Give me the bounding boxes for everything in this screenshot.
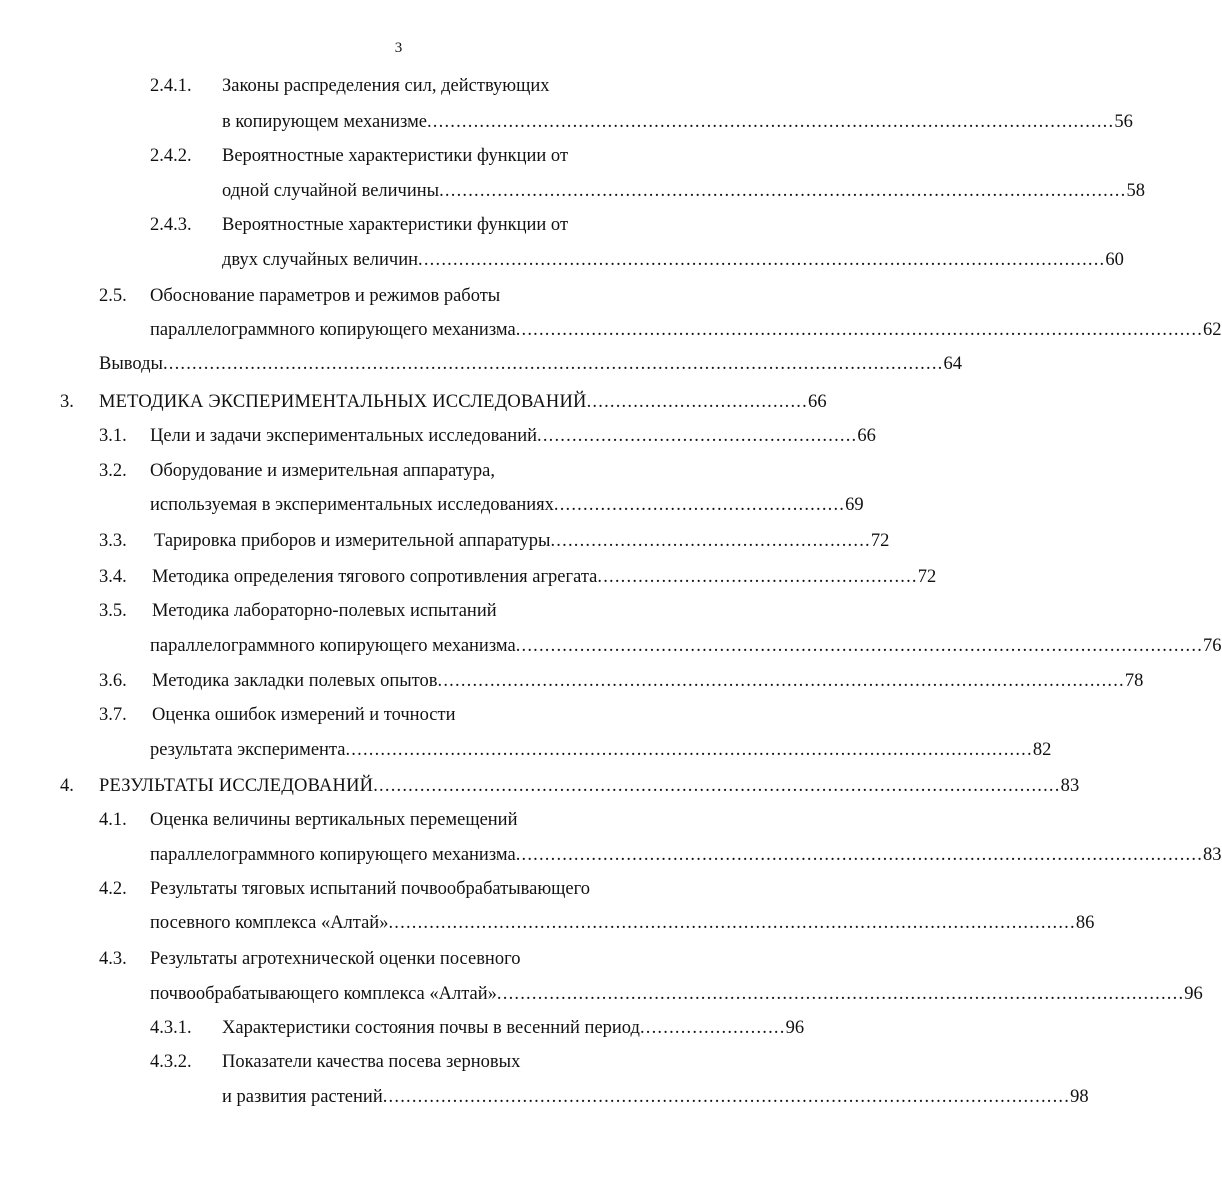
page-number: 3 <box>394 40 403 56</box>
dot-leader: ...................................................................................................................... <box>418 250 1106 270</box>
toc-entry-title-cont: почвообрабатывающего комплекса «Алтай» <box>150 984 497 1004</box>
toc-entry-number: 4.1. <box>99 810 127 830</box>
toc-entry-leader-line[interactable] <box>99 352 962 376</box>
dot-leader: ...................................................................................................................... <box>515 320 1204 340</box>
toc-entry-page: 96 <box>785 1018 805 1038</box>
toc-entry-number: 2.5. <box>99 286 127 306</box>
toc-entry-title: Законы распределения сил, действующих <box>222 76 550 96</box>
toc-entry-page: 96 <box>1184 984 1203 1004</box>
toc-entry-page: 69 <box>845 495 864 515</box>
toc-entry-number: 3.7. <box>99 705 127 725</box>
dot-leader: ...................................... <box>586 392 808 412</box>
toc-entry-title-cont: одной случайной величины <box>222 181 440 201</box>
toc-entry-leader-line[interactable] <box>150 843 1222 867</box>
toc-entry-number: 4.2. <box>99 879 127 899</box>
dot-leader: ...................................................................................................................... <box>437 671 1125 691</box>
toc-entry-title-cont: и развития растений <box>222 1087 383 1107</box>
toc-entry-number: 3.3. <box>99 531 127 551</box>
toc-entry-number: 3.5. <box>99 601 127 621</box>
toc-entry-number: 2.4.1. <box>150 76 192 96</box>
toc-entry-leader-line[interactable] <box>99 774 1080 798</box>
dot-leader: ...................................................................................................................... <box>515 845 1204 865</box>
toc-entry-leader-line[interactable] <box>222 1016 805 1040</box>
toc-entry-leader-line[interactable] <box>150 634 1222 658</box>
toc-entry-page: 82 <box>1032 740 1052 760</box>
toc-entry-number: 3.6. <box>99 671 127 691</box>
toc-entry-page: 66 <box>857 426 876 446</box>
toc-entry-title: Обоснование параметров и режимов работы <box>150 286 501 306</box>
toc-entry-title-cont: используемая в экспериментальных исследованиях <box>150 495 554 515</box>
toc-entry-title: Методика определения тягового сопротивления агрегата <box>152 567 598 587</box>
toc-entry-number: 4.3.1. <box>150 1018 192 1038</box>
toc-entry-title-cont: результата эксперимента <box>150 740 346 760</box>
toc-entry-title: Оценка ошибок измерений и точности <box>152 705 456 725</box>
toc-entry-title-cont: посевного комплекса «Алтай» <box>150 913 389 933</box>
toc-entry-title: Вероятностные характеристики функции от <box>222 146 569 166</box>
toc-entry-title-cont: двух случайных величин <box>222 250 419 270</box>
toc-entry-title-cont: параллелограммного копирующего механизма <box>150 320 516 340</box>
toc-entry-title: МЕТОДИКА ЭКСПЕРИМЕНТАЛЬНЫХ ИССЛЕДОВАНИЙ <box>99 392 587 412</box>
toc-entry-title: РЕЗУЛЬТАТЫ ИССЛЕДОВАНИЙ <box>99 776 374 796</box>
toc-entry-page: 56 <box>1114 112 1133 132</box>
toc-entry-title: Методика закладки полевых опытов <box>152 671 438 691</box>
toc-entry-page: 60 <box>1105 250 1124 270</box>
toc-entry-number: 3.2. <box>99 461 127 481</box>
toc-entry-leader-line[interactable] <box>222 1085 1089 1109</box>
dot-leader: ...................................................................................................................................... <box>162 354 944 374</box>
toc-entry-title-cont: параллелограммного копирующего механизма <box>150 845 516 865</box>
toc-entry-title: Вероятностные характеристики функции от <box>222 215 569 235</box>
toc-entry-number: 3.1. <box>99 426 127 446</box>
dot-leader: ...................................................................................................................... <box>345 740 1033 760</box>
toc-entry-page: 66 <box>807 392 827 412</box>
dot-leader: ...................................................................................................................... <box>388 913 1076 933</box>
toc-entry-page: 58 <box>1126 181 1145 201</box>
toc-entry-title: Оценка величины вертикальных перемещений <box>150 810 518 830</box>
toc-entry-leader-line[interactable] <box>222 110 1133 134</box>
toc-entry-number: 4. <box>60 776 74 796</box>
dot-leader: ...................................................................................................................... <box>515 636 1204 656</box>
toc-entry-page: 83 <box>1203 845 1222 865</box>
toc-entry-leader-line[interactable] <box>150 493 864 517</box>
toc-entry-leader-line[interactable] <box>222 179 1145 203</box>
dot-leader: ...................................................................................................................... <box>426 112 1115 132</box>
toc-entry-number: 2.4.2. <box>150 146 192 166</box>
dot-leader: ......................... <box>639 1018 786 1038</box>
toc-entry-page: 72 <box>917 567 937 587</box>
toc-entry-title-cont: в копирующем механизме <box>222 112 427 132</box>
toc-entry-number: 4.3. <box>99 949 127 969</box>
toc-entry-leader-line[interactable] <box>150 982 1203 1006</box>
dot-leader: ...................................................................................................................... <box>496 984 1185 1004</box>
toc-entry-number: 4.3.2. <box>150 1052 192 1072</box>
toc-entry-page: 78 <box>1124 671 1144 691</box>
toc-entry-leader-line[interactable] <box>99 390 827 414</box>
toc-entry-title: Методика лабораторно-полевых испытаний <box>152 601 497 621</box>
toc-entry-leader-line[interactable] <box>150 318 1222 342</box>
toc-entry-title-cont: параллелограммного копирующего механизма <box>150 636 516 656</box>
toc-entry-title: Цели и задачи экспериментальных исследований <box>150 426 537 446</box>
toc-entry-page: 98 <box>1070 1087 1089 1107</box>
toc-entry-title: Результаты агротехнической оценки посевного <box>150 949 521 969</box>
toc-entry-title: Показатели качества посева зерновых <box>222 1052 521 1072</box>
dot-leader: ....................................................... <box>597 567 918 587</box>
toc-entry-page: 86 <box>1075 913 1095 933</box>
toc-entry-title: Тарировка приборов и измерительной аппаратуры <box>154 531 551 551</box>
dot-leader: ...................................................................................................................... <box>382 1087 1071 1107</box>
toc-entry-leader-line[interactable] <box>150 738 1052 762</box>
toc-entry-leader-line[interactable] <box>152 565 937 589</box>
toc-entry-page: 76 <box>1203 636 1222 656</box>
toc-entry-leader-line[interactable] <box>152 669 1144 693</box>
dot-leader: ...................................................................................................................... <box>439 181 1127 201</box>
toc-entry-title: Результаты тяговых испытаний почвообрабатывающего <box>150 879 591 899</box>
toc-entry-leader-line[interactable] <box>222 248 1124 272</box>
toc-entry-page: 72 <box>870 531 890 551</box>
toc-entry-page: 64 <box>943 354 962 374</box>
toc-entry-title: Выводы <box>99 354 163 374</box>
toc-entry-number: 3.4. <box>99 567 127 587</box>
toc-entry-leader-line[interactable] <box>154 529 890 553</box>
dot-leader: ....................................................... <box>537 426 858 446</box>
toc-entry-number: 3. <box>60 392 74 412</box>
dot-leader: .................................................. <box>553 495 846 515</box>
toc-entry-leader-line[interactable] <box>150 911 1095 935</box>
toc-entry-page: 62 <box>1203 320 1222 340</box>
toc-entry-title: Характеристики состояния почвы в весенний период <box>222 1018 640 1038</box>
toc-entry-number: 2.4.3. <box>150 215 192 235</box>
toc-entry-page: 83 <box>1060 776 1080 796</box>
dot-leader: ....................................................... <box>550 531 871 551</box>
toc-entry-leader-line[interactable] <box>150 424 876 448</box>
toc-entry-title: Оборудование и измерительная аппаратура, <box>150 461 496 481</box>
dot-leader: ...................................................................................................................... <box>373 776 1061 796</box>
